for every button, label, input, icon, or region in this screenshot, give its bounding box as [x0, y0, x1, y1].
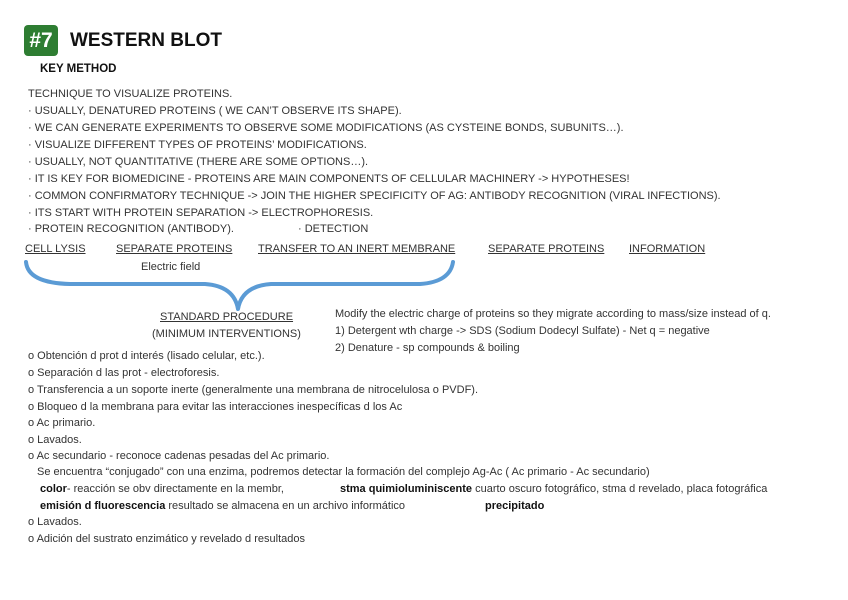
conjugated-note: Se encuentra “conjugado” con una enzima, podremos detectar la formación del complejo Ag-Ac ( Ac primario - Ac secundario)	[37, 466, 650, 478]
procedure-step: o Ac primario.	[28, 417, 96, 429]
step-separate-proteins-2: SEPARATE PROTEINS	[488, 243, 605, 255]
procedure-step: o Obtención d prot d interés (lisado celular, etc.).	[28, 350, 265, 362]
precipitate-detection	[485, 500, 544, 512]
intro-line: · USUALLY, NOT QUANTITATIVE (THERE ARE SOME OPTIONS…).	[28, 156, 369, 168]
intro-line: · COMMON CONFIRMATORY TECHNIQUE -> JOIN THE HIGHER SPECIFICITY OF AG: ANTIBODY RECOGNITION (VIRAL INFECTIONS).	[28, 190, 721, 202]
chemi-label: stma quimioluminiscente	[340, 483, 473, 495]
color-detection	[40, 483, 284, 495]
fluor-text: resultado se almacena en un archivo informático	[165, 500, 406, 512]
intro-line: · IT IS KEY FOR BIOMEDICINE - PROTEINS ARE MAIN COMPONENTS OF CELLULAR MACHINERY -> HYPOTHESES!	[28, 173, 630, 185]
intro-line: · USUALLY, DENATURED PROTEINS ( WE CAN’T OBSERVE ITS SHAPE).	[28, 105, 402, 117]
fluorescence-detection	[40, 500, 405, 512]
procedure-step: o Transferencia a un soporte inerte (generalmente una membrana de nitrocelulosa o PVDF).	[28, 384, 479, 396]
charge-note: Modify the electric charge of proteins so they migrate according to mass/size instead of q.	[335, 308, 771, 320]
procedure-step: o Lavados.	[28, 434, 82, 446]
procedure-step: o Ac secundario - reconoce cadenas pesadas del Ac primario.	[28, 450, 330, 462]
detection-line: · DETECTION	[298, 223, 369, 235]
fluor-label: emisión d fluorescencia	[40, 500, 166, 512]
page-title: WESTERN BLOT	[70, 30, 222, 51]
precip-label: precipitado	[485, 500, 545, 512]
color-label: color	[40, 483, 67, 495]
step-transfer: TRANSFER TO AN INERT MEMBRANE	[258, 243, 456, 255]
step-cell-lysis: CELL LYSIS	[25, 243, 86, 255]
procedure-step: o Separación d las prot - electroforesis.	[28, 367, 220, 379]
recognition-line: · PROTEIN RECOGNITION (ANTIBODY).	[28, 223, 234, 235]
intro-line: · VISUALIZE DIFFERENT TYPES OF PROTEINS’ MODIFICATIONS.	[28, 139, 367, 151]
denature-note: 2) Denature - sp compounds & boiling	[335, 342, 520, 354]
sds-note: 1) Detergent wth charge -> SDS (Sodium Dodecyl Sulfate) - Net q = negative	[335, 325, 710, 337]
step-separate-proteins: SEPARATE PROTEINS	[116, 243, 233, 255]
final-step: o Lavados.	[28, 516, 82, 528]
chemi-text: cuarto oscuro fotográfico, stma d revelado, placa fotográfica	[472, 483, 768, 495]
intro-line: · ITS START WITH PROTEIN SEPARATION -> ELECTROPHORESIS.	[28, 207, 374, 219]
step-information: INFORMATION	[629, 243, 706, 255]
electric-field-label: Electric field	[141, 261, 201, 273]
procedure-step: o Bloqueo d la membrana para evitar las interacciones inespecíficas d los Ac	[28, 401, 403, 413]
chemiluminescence-detection	[340, 483, 767, 495]
page-subtitle: KEY METHOD	[40, 63, 117, 75]
color-text: - reacción se obv directamente en la membr,	[66, 483, 284, 495]
procedure-subtitle: (MINIMUM INTERVENTIONS)	[152, 328, 301, 340]
intro-line: TECHNIQUE TO VISUALIZE PROTEINS.	[28, 88, 233, 100]
section-number-badge: #7	[24, 25, 58, 56]
final-step: o Adición del sustrato enzimático y revelado d resultados	[28, 533, 305, 545]
procedure-title: STANDARD PROCEDURE	[160, 311, 294, 323]
intro-line: · WE CAN GENERATE EXPERIMENTS TO OBSERVE SOME MODIFICATIONS (AS CYSTEINE BONDS, SUBUNITS…).	[28, 122, 624, 134]
